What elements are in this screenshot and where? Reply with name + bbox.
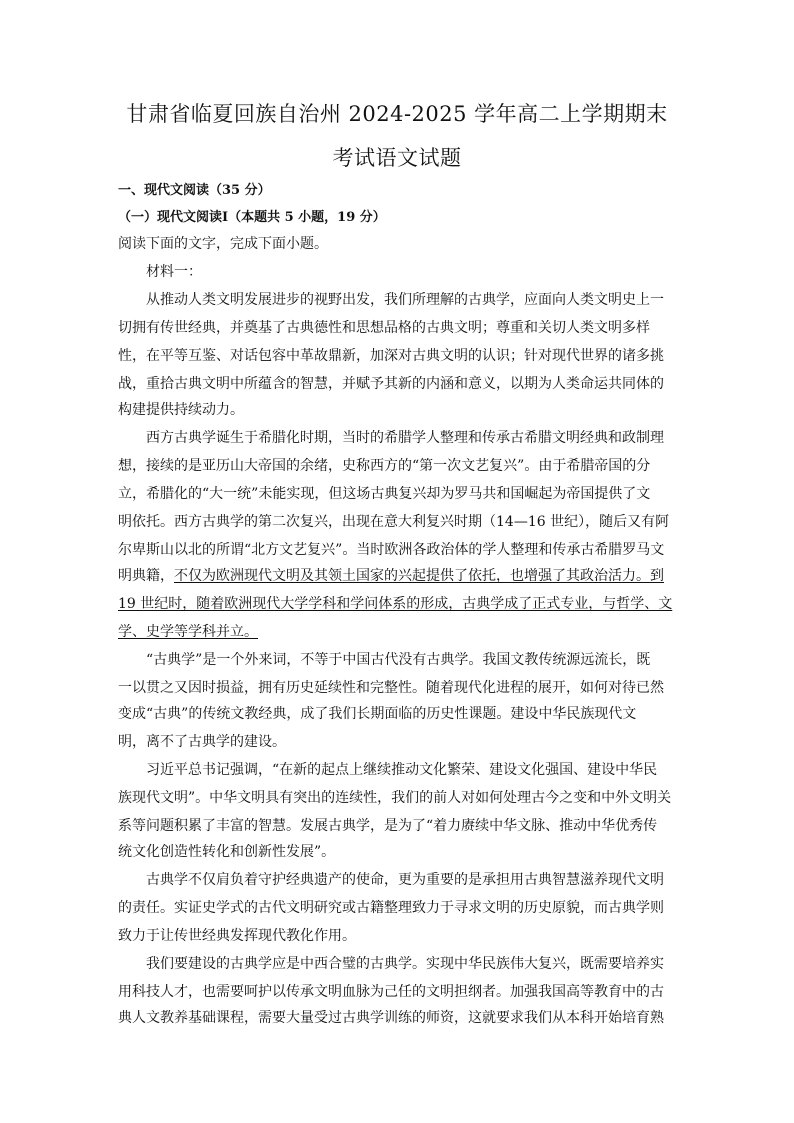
body-line <box>118 621 258 641</box>
body-line: 切拥有传世经典，并奠基了古典德性和思想品格的古典文明；尊重和关切人类文明多样 <box>118 320 650 336</box>
body-line: 明典籍，不仅为欧洲现代文明及其领土国家的兴起提供了依托，也增强了其政治活力。到 <box>118 568 664 584</box>
underlined-text: 不仅为欧洲现代文明及其领土国家的兴起提供了依托，也增强了其政治活力。到 <box>174 568 664 584</box>
body-line: 西方古典学诞生于希腊化时期，当时的希腊学人整理和传承古希腊文明经典和政制理 <box>146 430 664 446</box>
body-line: 用科技人才，也需要呵护以传承文明血脉为己任的文明担纲者。加强我国高等教育中的古 <box>118 984 664 1000</box>
body-line: 我们要建设的古典学应是中西合璧的古典学。实现中华民族伟大复兴，既需要培养实 <box>146 956 664 972</box>
body-line: “古典学”是一个外来词，不等于中国古代没有古典学。我国文教传统源远流长，既 <box>146 652 651 668</box>
body-line: 构建提供持续动力。 <box>118 402 244 418</box>
instruction-text: 阅读下面的文字，完成下面小题。 <box>118 236 328 252</box>
body-line: 性，在平等互鉴、对话包容中革故鼎新，加深对古典文明的认识；针对现代世界的诸多挑 <box>118 348 664 364</box>
body-line: 习近平总书记强调，“在新的起点上继续推动文化繁荣、建设文化强国、建设中华民 <box>146 762 658 778</box>
body-line: 族现代文明”。中华文明具有突出的连续性，我们的前人对如何处理古今之变和中外文明关 <box>118 790 672 806</box>
body-line: 致力于让传世经典发挥现代教化作用。 <box>118 928 356 944</box>
body-line: 尔卑斯山以北的所谓“北方文艺复兴”。当时欧洲各政治体的学人整理和传承古希腊罗马文 <box>118 542 665 558</box>
body-line <box>118 593 672 613</box>
body-line: 想，接续的是亚历山大帝国的余绪，史称西方的“第一次文艺复兴”。由于希腊帝国的分 <box>118 458 651 474</box>
body-line: 从推动人类文明发展进步的视野出发，我们所理解的古典学，应面向人类文明史上一 <box>146 292 664 308</box>
material-label: 材料一： <box>146 264 202 280</box>
underlined-text: 学、史学等学科并立。 <box>118 624 258 640</box>
document-title-line-1: 甘肃省临夏回族自治州 2024-2025 学年高二上学期期末 <box>126 102 668 126</box>
body-line: 变成“古典”的传统文教经典，成了我们长期面临的历史性课题。建设中华民族现代文 <box>118 706 637 722</box>
body-line: 系等问题积累了丰富的智慧。发展古典学，是为了“着力赓续中华文脉、推动中华优秀传 <box>118 818 658 834</box>
body-line: 古典学不仅肩负着守护经典遗产的使命，更为重要的是承担用古典智慧滋养现代文明 <box>146 872 664 888</box>
body-line: 的责任。实证史学式的古代文明研究或古籍整理致力于寻求文明的历史原貌，而古典学则 <box>118 900 664 916</box>
underlined-text: 19 世纪时，随着欧洲现代大学学科和学问体系的形成，古典学成了正式专业，与哲学、文 <box>118 596 673 612</box>
body-line: 一以贯之又因时损益，拥有历史延续性和完整性。随着现代化进程的展开，如何对待已然 <box>118 680 664 696</box>
body-line: 统文化创造性转化和创新性发展”。 <box>118 844 336 860</box>
section-heading: 一、现代文阅读（35 分） <box>118 183 271 198</box>
document-title-line-2: 考试语文试题 <box>332 146 462 170</box>
body-line: 明，离不了古典学的建设。 <box>118 734 286 750</box>
body-line: 战，重拾古典文明中所蕴含的智慧，并赋予其新的内涵和意义，以期为人类命运共同体的 <box>118 376 664 392</box>
body-line: 立，希腊化的“大一统”未能实现，但这场古典复兴却为罗马共和国崛起为帝国提供了文 <box>118 486 651 502</box>
subsection-heading: （一）现代文阅读Ⅰ（本题共 5 小题，19 分） <box>118 210 386 225</box>
body-line: 明依托。西方古典学的第二次复兴，出现在意大利复兴时期（14—16 世纪），随后又有阿 <box>118 514 670 530</box>
body-line: 典人文教养基础课程，需要大量受过古典学训练的师资，这就要求我们从本科开始培育熟 <box>118 1010 664 1026</box>
